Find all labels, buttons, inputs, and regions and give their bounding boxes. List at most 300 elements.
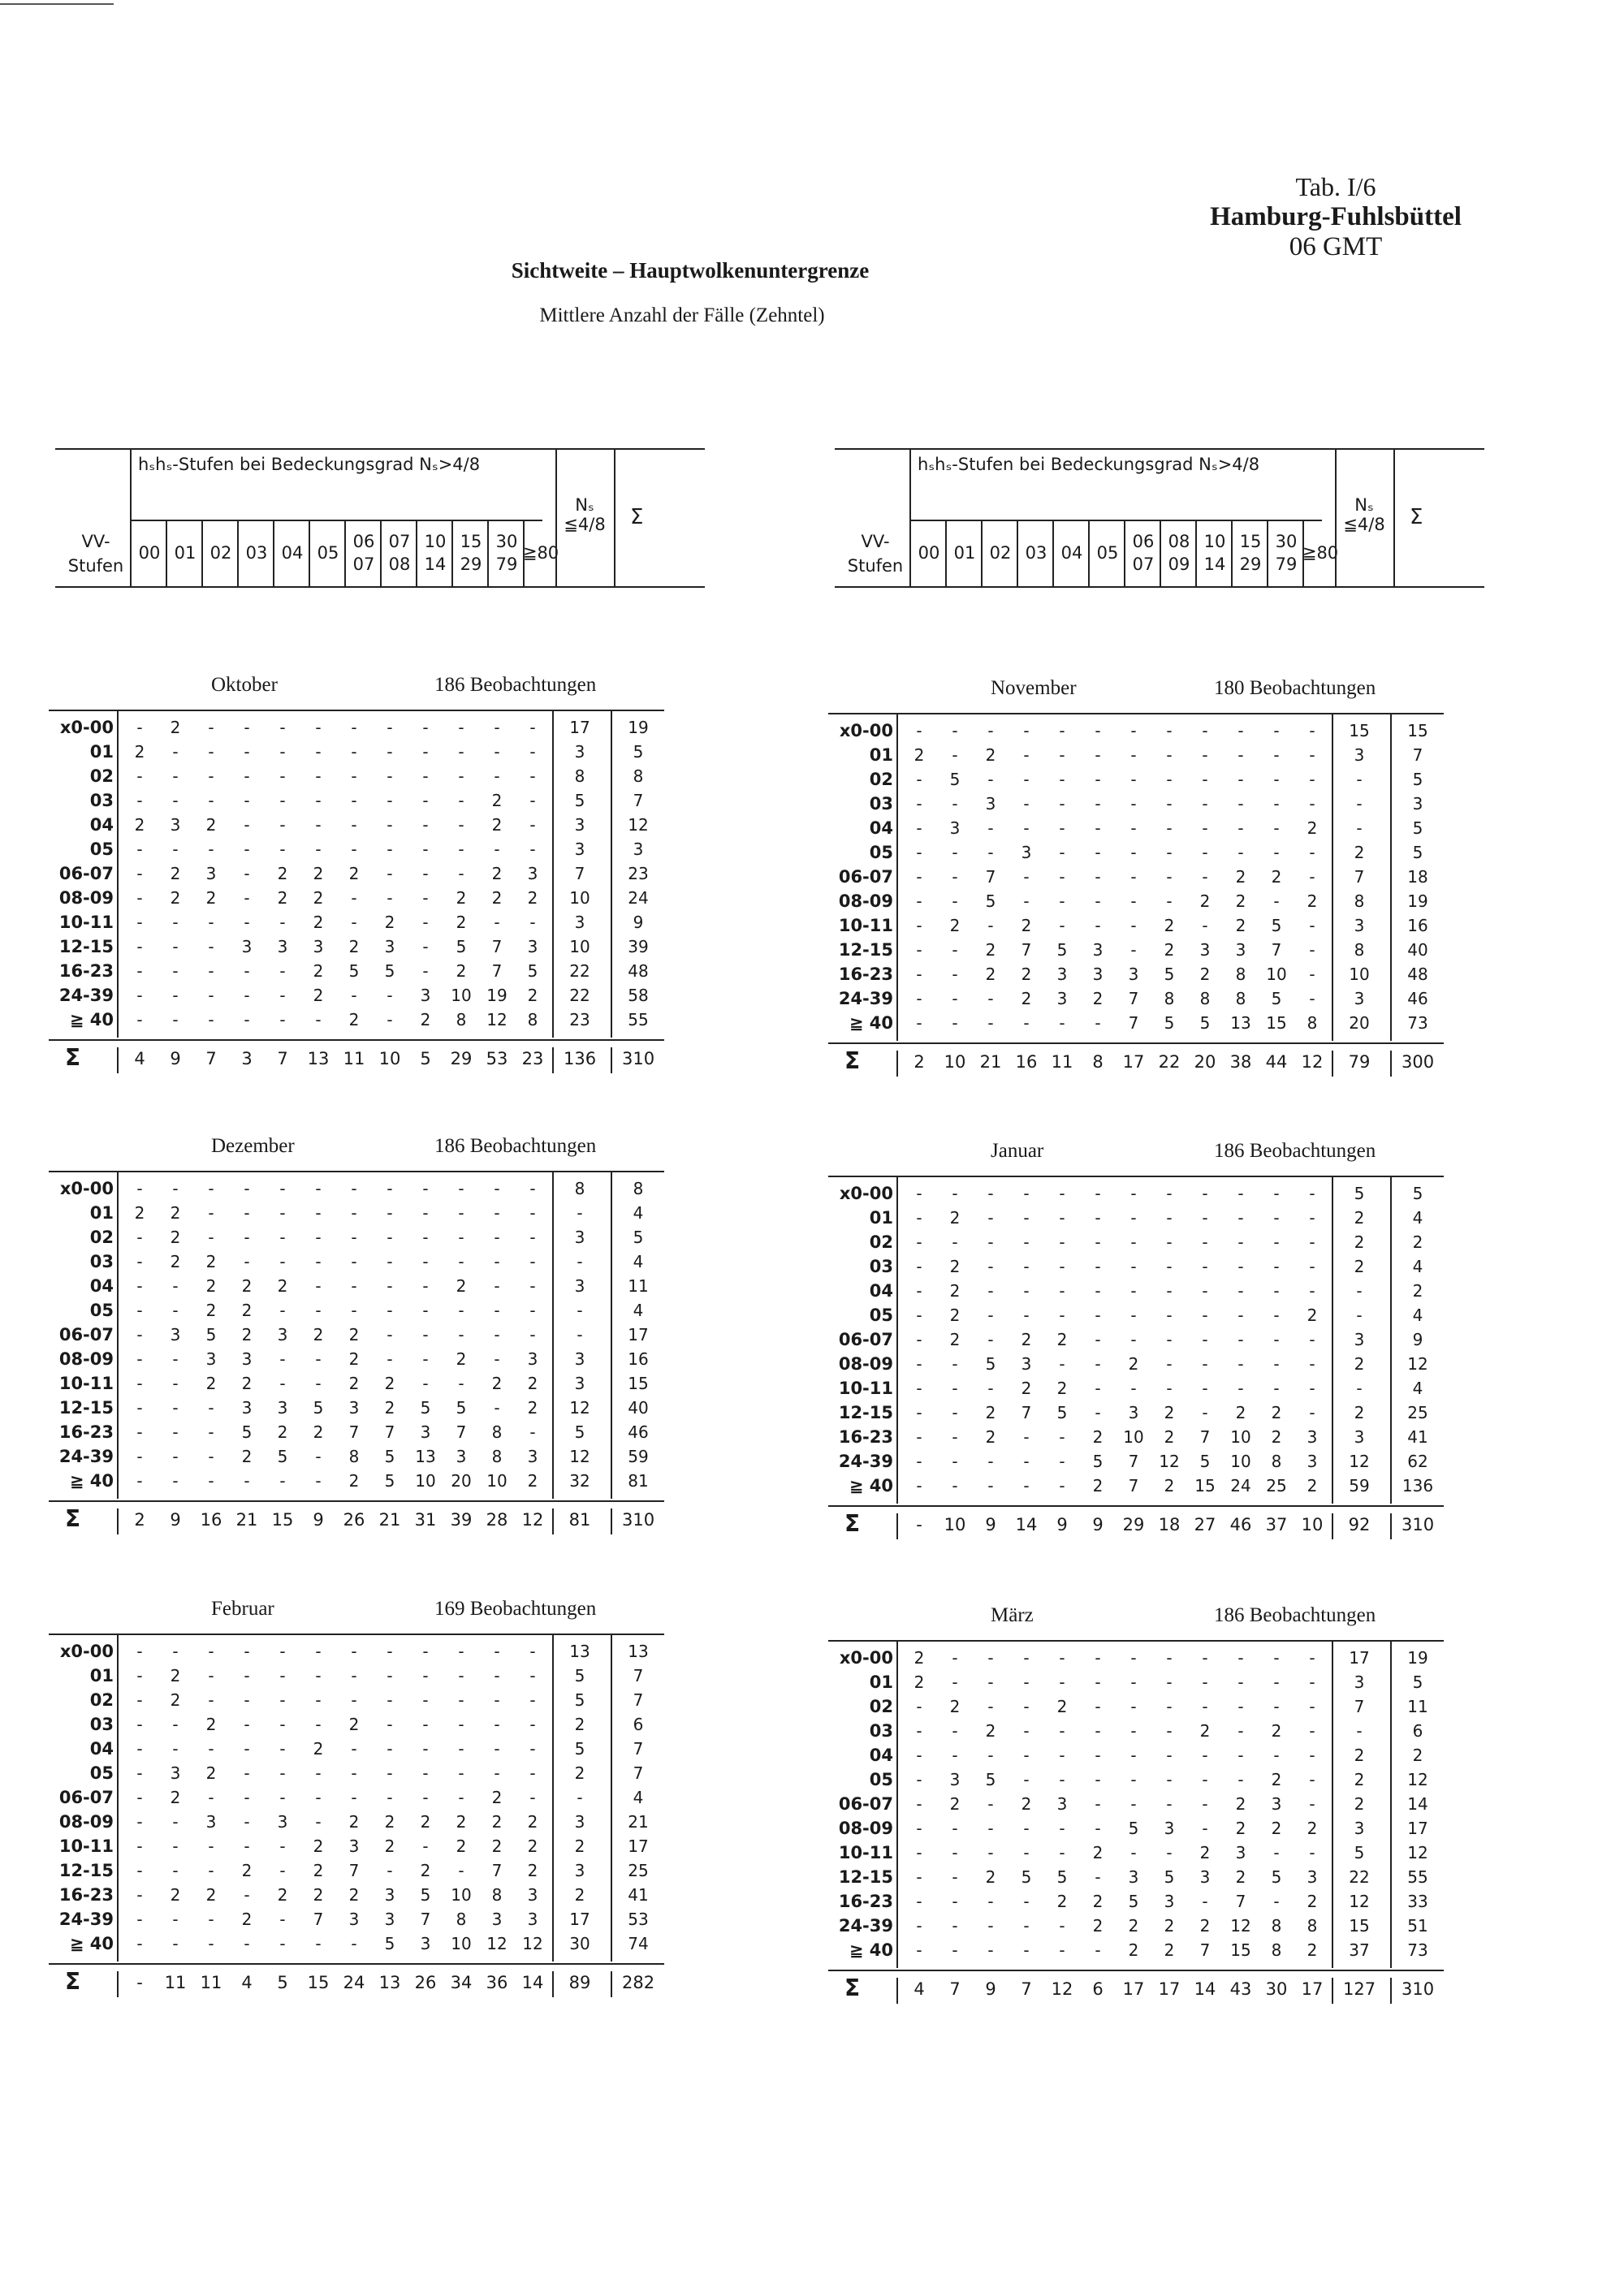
- table-cell: 3: [1021, 1354, 1032, 1374]
- table-cell: 2: [1092, 1916, 1104, 1936]
- table-cell: 2: [1056, 1892, 1068, 1911]
- table-cell: -: [172, 1934, 179, 1953]
- table-cell: -: [387, 1690, 393, 1710]
- table-cell: 15: [1349, 721, 1370, 740]
- sum-cell: 17: [1122, 1979, 1145, 1999]
- table-cell: 41: [1407, 1427, 1428, 1447]
- range-from: 06: [1132, 532, 1155, 551]
- table-cell: -: [1202, 1330, 1208, 1349]
- table-cell: 3: [527, 1910, 538, 1929]
- row-label: 05: [869, 843, 893, 862]
- table-cell: 3: [527, 1349, 538, 1369]
- table-cell: 8: [527, 1010, 538, 1029]
- table-cell: 3: [1354, 1427, 1365, 1447]
- table-cell: -: [1309, 1697, 1315, 1716]
- table-cell: -: [244, 888, 250, 908]
- table-cell: 7: [1354, 867, 1365, 887]
- row-label: 10-11: [838, 916, 893, 935]
- table-cell: -: [529, 1252, 536, 1271]
- table-cell: -: [279, 1471, 286, 1491]
- table-cell: -: [1202, 1354, 1208, 1374]
- table-cell: -: [422, 718, 429, 737]
- row-label: 01: [869, 1672, 893, 1692]
- table-cell: -: [987, 1281, 994, 1301]
- table-row: [49, 815, 715, 839]
- table-cell: 3: [1199, 1867, 1211, 1887]
- range-to: 14: [424, 555, 447, 574]
- table-cell: -: [529, 1422, 536, 1442]
- table-cell: 2: [205, 1301, 217, 1320]
- table-cell: -: [279, 1910, 286, 1929]
- table-cell: 2: [277, 1422, 288, 1442]
- table-cell: -: [1130, 1843, 1137, 1862]
- table-cell: -: [315, 1690, 322, 1710]
- sum-cell: 5: [277, 1973, 288, 1992]
- table-cell: 5: [985, 891, 996, 911]
- month-top-rule: [828, 1640, 1444, 1642]
- table-cell: -: [172, 1179, 179, 1198]
- table-cell: 2: [170, 1252, 181, 1271]
- month-heading: [828, 677, 1494, 703]
- month-bottom-rule: [49, 1039, 664, 1041]
- table-row: [828, 1013, 1494, 1038]
- table-cell: -: [1273, 1648, 1280, 1668]
- table-cell: 2: [491, 1374, 503, 1393]
- table-cell: -: [494, 1739, 500, 1759]
- table-cell: 62: [1407, 1452, 1428, 1471]
- table-cell: 2: [1056, 1330, 1068, 1349]
- column-head-5: [309, 520, 346, 586]
- table-cell: -: [952, 1354, 958, 1374]
- table-cell: 3: [348, 1836, 360, 1856]
- table-cell: -: [529, 815, 536, 835]
- table-cell: 2: [134, 1203, 145, 1223]
- sum-cell: 29: [1122, 1515, 1145, 1534]
- column-head-8: [1195, 520, 1233, 586]
- table-cell: 12: [1407, 1843, 1428, 1862]
- table-cell: -: [279, 1666, 286, 1685]
- table-cell: 25: [628, 1861, 649, 1880]
- table-cell: -: [1095, 1819, 1101, 1838]
- table-cell: -: [172, 1422, 179, 1442]
- table-cell: -: [1023, 721, 1030, 740]
- table-cell: 12: [522, 1934, 543, 1953]
- table-cell: 2: [1271, 1427, 1282, 1447]
- table-cell: 2: [241, 1301, 253, 1320]
- table-cell: -: [136, 1666, 143, 1685]
- table-cell: -: [1023, 1013, 1030, 1033]
- table-cell: -: [1237, 721, 1244, 740]
- table-cell: -: [387, 1301, 393, 1320]
- table-cell: -: [1059, 818, 1065, 838]
- sum-cell: 21: [235, 1510, 258, 1530]
- table-cell: -: [136, 1447, 143, 1466]
- table-cell: -: [136, 1812, 143, 1832]
- table-cell: -: [529, 742, 536, 762]
- sum-column-border: [614, 448, 615, 588]
- table-cell: -: [952, 843, 958, 862]
- table-cell: 2: [574, 1715, 585, 1734]
- table-cell: 6: [1412, 1721, 1423, 1741]
- table-cell: 9: [633, 913, 644, 932]
- table-cell: 2: [491, 864, 503, 883]
- table-row: [49, 1398, 715, 1422]
- table-cell: 2: [313, 1885, 324, 1905]
- table-cell: -: [916, 1427, 922, 1447]
- table-cell: -: [987, 1330, 994, 1349]
- table-cell: -: [916, 1819, 922, 1838]
- range-from: 07: [388, 532, 411, 551]
- table-cell: -: [1095, 1013, 1101, 1033]
- table-cell: -: [1309, 1379, 1315, 1398]
- table-cell: -: [458, 839, 464, 859]
- table-cell: 10: [1230, 1452, 1251, 1471]
- table-cell: -: [1166, 1208, 1173, 1228]
- table-row: [828, 721, 1494, 745]
- table-cell: -: [1166, 1697, 1173, 1716]
- table-cell: 10: [1349, 965, 1370, 984]
- table-cell: -: [387, 1349, 393, 1369]
- table-cell: 2: [1164, 1476, 1175, 1495]
- table-cell: 8: [456, 1910, 467, 1929]
- sum-cell: 300: [1402, 1052, 1435, 1072]
- table-cell: -: [458, 1715, 464, 1734]
- row-label: 12-15: [58, 937, 114, 956]
- table-cell: 2: [313, 1739, 324, 1759]
- table-cell: -: [916, 770, 922, 789]
- table-cell: -: [136, 1349, 143, 1369]
- observation-count: 186 Beobachtungen: [434, 1135, 597, 1157]
- table-cell: -: [1309, 1208, 1315, 1228]
- table-cell: -: [1130, 940, 1137, 960]
- table-cell: -: [208, 1861, 214, 1880]
- table-cell: 2: [1199, 965, 1211, 984]
- table-cell: -: [1202, 1379, 1208, 1398]
- table-cell: -: [387, 718, 393, 737]
- table-cell: -: [529, 1690, 536, 1710]
- table-cell: 2: [277, 864, 288, 883]
- table-cell: 2: [1271, 1721, 1282, 1741]
- table-row: [49, 1422, 715, 1447]
- table-cell: -: [916, 1013, 922, 1033]
- row-label: 08-09: [838, 1819, 893, 1838]
- table-cell: 2: [1354, 1208, 1365, 1228]
- table-cell: 4: [1412, 1208, 1423, 1228]
- table-cell: 2: [949, 1330, 961, 1349]
- table-cell: -: [1166, 867, 1173, 887]
- table-cell: 3: [1199, 940, 1211, 960]
- table-cell: -: [315, 1252, 322, 1271]
- table-row: [828, 1916, 1494, 1940]
- sum-cell: 15: [307, 1973, 330, 1992]
- table-cell: -: [458, 864, 464, 883]
- table-cell: -: [1130, 818, 1137, 838]
- table-cell: 2: [241, 1910, 253, 1929]
- table-cell: 2: [420, 1812, 431, 1832]
- table-cell: -: [577, 1252, 583, 1271]
- table-cell: 2: [456, 888, 467, 908]
- table-row: [49, 1934, 715, 1958]
- table-cell: 33: [1407, 1892, 1428, 1911]
- table-cell: 3: [170, 1763, 181, 1783]
- table-cell: -: [916, 1379, 922, 1398]
- table-cell: 2: [1164, 1403, 1175, 1422]
- sum-cell: 310: [1402, 1979, 1435, 1999]
- table-cell: -: [136, 1325, 143, 1344]
- table-cell: -: [208, 1422, 214, 1442]
- table-cell: -: [1309, 1843, 1315, 1862]
- table-cell: -: [916, 1721, 922, 1741]
- table-cell: 8: [574, 1179, 585, 1198]
- table-cell: -: [952, 1819, 958, 1838]
- table-cell: -: [1095, 1208, 1101, 1228]
- table-cell: -: [952, 867, 958, 887]
- table-cell: -: [351, 766, 357, 786]
- table-cell: -: [1023, 1427, 1030, 1447]
- row-label: 16-23: [58, 1885, 114, 1905]
- table-cell: 10: [451, 1934, 472, 1953]
- table-cell: -: [1095, 1306, 1101, 1325]
- table-row: [828, 1648, 1494, 1672]
- table-cell: 10: [1266, 965, 1287, 984]
- table-cell: -: [1095, 1697, 1101, 1716]
- table-cell: -: [1023, 1208, 1030, 1228]
- table-cell: -: [1130, 1770, 1137, 1789]
- table-cell: -: [1059, 1257, 1065, 1276]
- table-cell: 4: [633, 1252, 644, 1271]
- table-row: [49, 742, 715, 766]
- table-cell: 3: [1056, 1794, 1068, 1814]
- month-bottom-rule: [49, 1500, 664, 1502]
- table-cell: -: [136, 791, 143, 810]
- table-cell: -: [1309, 1672, 1315, 1692]
- vv-label-line1: VV-: [81, 532, 110, 551]
- table-row: [828, 843, 1494, 867]
- table-cell: -: [529, 1228, 536, 1247]
- table-cell: 8: [491, 1422, 503, 1442]
- table-cell: -: [1095, 916, 1101, 935]
- row-label: 24-39: [838, 1452, 893, 1471]
- column-head-8: [416, 520, 453, 586]
- table-cell: -: [279, 1861, 286, 1880]
- table-cell: -: [494, 1276, 500, 1296]
- table-cell: 2: [1235, 1403, 1246, 1422]
- column-head-4: [1052, 520, 1090, 586]
- table-cell: 2: [1307, 1940, 1318, 1960]
- table-cell: -: [244, 815, 250, 835]
- sum-cell: 31: [414, 1510, 437, 1530]
- table-cell: -: [952, 1379, 958, 1398]
- table-cell: -: [136, 1228, 143, 1247]
- table-cell: 2: [527, 1861, 538, 1880]
- table-cell: -: [279, 1203, 286, 1223]
- sum-row-label: Σ: [844, 1510, 861, 1537]
- table-cell: -: [136, 1179, 143, 1198]
- table-cell: -: [1059, 916, 1065, 935]
- row-label: 03: [869, 1257, 893, 1276]
- table-cell: -: [208, 1447, 214, 1466]
- observation-count: 186 Beobachtungen: [1214, 1140, 1376, 1162]
- table-cell: 7: [491, 1861, 503, 1880]
- table-cell: -: [1095, 1770, 1101, 1789]
- sum-cell: 89: [568, 1973, 591, 1992]
- column-head-label: ≧80: [1302, 543, 1339, 563]
- month-name: Februar: [211, 1598, 274, 1620]
- table-row: [49, 937, 715, 961]
- table-cell: -: [529, 1203, 536, 1223]
- table-cell: -: [1202, 843, 1208, 862]
- table-cell: 3: [205, 1812, 217, 1832]
- table-cell: -: [208, 1788, 214, 1807]
- row-label: 10-11: [838, 1843, 893, 1862]
- table-cell: 7: [1128, 1013, 1139, 1033]
- table-cell: 20: [1349, 1013, 1370, 1033]
- table-cell: -: [1202, 867, 1208, 887]
- table-cell: 5: [277, 1447, 288, 1466]
- table-cell: 2: [1307, 1476, 1318, 1495]
- table-cell: 7: [633, 1739, 644, 1759]
- table-cell: -: [1059, 770, 1065, 789]
- table-cell: -: [1166, 1648, 1173, 1668]
- table-cell: -: [494, 1228, 500, 1247]
- table-cell: 25: [1266, 1476, 1287, 1495]
- table-cell: 5: [1056, 1867, 1068, 1887]
- table-cell: -: [952, 1867, 958, 1887]
- table-cell: -: [1023, 1940, 1030, 1960]
- table-cell: -: [1059, 891, 1065, 911]
- table-cell: 3: [1128, 965, 1139, 984]
- sum-cell: 26: [343, 1510, 365, 1530]
- table-cell: -: [916, 1770, 922, 1789]
- vv-label-line2: Stufen: [67, 556, 124, 576]
- table-cell: -: [1166, 1281, 1173, 1301]
- table-cell: -: [244, 961, 250, 981]
- table-cell: -: [208, 937, 214, 956]
- table-cell: -: [136, 766, 143, 786]
- column-head-label: 04: [1060, 543, 1083, 563]
- table-cell: -: [172, 1276, 179, 1296]
- sum-cell: 16: [1015, 1052, 1038, 1072]
- table-cell: 2: [1021, 1330, 1032, 1349]
- column-head-range: [353, 530, 375, 576]
- table-cell: -: [952, 1648, 958, 1668]
- table-cell: 5: [1271, 989, 1282, 1008]
- table-cell: -: [208, 791, 214, 810]
- table-cell: 3: [420, 1934, 431, 1953]
- table-cell: 7: [633, 791, 644, 810]
- table-cell: -: [1059, 794, 1065, 814]
- vv-label-line2: Stufen: [847, 556, 904, 576]
- column-head-label: 04: [281, 543, 304, 563]
- range-to: 14: [1203, 555, 1226, 574]
- table-cell: -: [422, 1325, 429, 1344]
- table-cell: 3: [574, 1812, 585, 1832]
- table-cell: 8: [1354, 891, 1365, 911]
- table-cell: -: [494, 913, 500, 932]
- table-row: [828, 1867, 1494, 1892]
- table-cell: -: [422, 766, 429, 786]
- table-cell: -: [208, 1934, 214, 1953]
- table-cell: 2: [170, 718, 181, 737]
- table-cell: -: [1202, 1697, 1208, 1716]
- table-cell: -: [244, 766, 250, 786]
- table-cell: 5: [384, 1471, 395, 1491]
- table-cell: -: [172, 766, 179, 786]
- table-cell: -: [1273, 843, 1280, 862]
- row-label: 06-07: [58, 1788, 114, 1807]
- sum-cell: 11: [200, 1973, 222, 1992]
- table-cell: -: [208, 1471, 214, 1491]
- table-cell: 3: [633, 839, 644, 859]
- table-cell: 10: [1123, 1427, 1144, 1447]
- page-title: Sichtweite – Hauptwolkenuntergrenze: [511, 258, 870, 283]
- table-cell: -: [987, 770, 994, 789]
- table-cell: 7: [384, 1422, 395, 1442]
- table-cell: -: [987, 989, 994, 1008]
- table-cell: -: [244, 864, 250, 883]
- table-cell: -: [1095, 1867, 1101, 1887]
- table-cell: 2: [348, 1374, 360, 1393]
- table-row: [49, 1812, 715, 1836]
- table-cell: -: [136, 913, 143, 932]
- station-name: Hamburg-Fuhlsbüttel: [1210, 202, 1462, 231]
- sum-cell: 12: [1301, 1052, 1324, 1072]
- table-cell: -: [1356, 1721, 1363, 1741]
- sum-cell: 53: [486, 1049, 508, 1068]
- table-cell: -: [1130, 1330, 1137, 1349]
- table-row: [828, 1843, 1494, 1867]
- sum-row-divider: [117, 1971, 119, 1997]
- table-cell: 5: [574, 791, 585, 810]
- table-cell: -: [136, 1252, 143, 1271]
- month-top-rule: [828, 713, 1444, 714]
- table-cell: 12: [486, 1010, 508, 1029]
- table-cell: -: [136, 1471, 143, 1491]
- table-cell: -: [244, 1471, 250, 1491]
- table-cell: -: [1309, 1184, 1315, 1203]
- table-cell: 2: [949, 916, 961, 935]
- sum-cell: 28: [486, 1510, 508, 1530]
- table-cell: -: [136, 718, 143, 737]
- table-cell: 3: [1235, 940, 1246, 960]
- table-cell: -: [458, 718, 464, 737]
- table-cell: 2: [384, 913, 395, 932]
- row-label: 02: [869, 1697, 893, 1716]
- table-cell: 8: [491, 1885, 503, 1905]
- table-cell: -: [1059, 1648, 1065, 1668]
- table-cell: -: [952, 1892, 958, 1911]
- table-cell: -: [136, 1836, 143, 1856]
- table-cell: -: [494, 1763, 500, 1783]
- month-heading: [49, 1135, 715, 1161]
- table-cell: 3: [420, 1422, 431, 1442]
- vv-label-line1: VV-: [861, 532, 890, 551]
- table-cell: -: [987, 1794, 994, 1814]
- table-cell: -: [1059, 1476, 1065, 1495]
- table-cell: 3: [1128, 1403, 1139, 1422]
- row-label: 24-39: [58, 986, 114, 1005]
- row-label: 05: [869, 1306, 893, 1325]
- table-cell: -: [1023, 1697, 1030, 1716]
- table-cell: -: [387, 1739, 393, 1759]
- table-cell: -: [244, 791, 250, 810]
- table-cell: 3: [1354, 1330, 1365, 1349]
- row-label: 08-09: [58, 888, 114, 908]
- table-cell: 10: [415, 1471, 436, 1491]
- table-cell: -: [387, 742, 393, 762]
- table-cell: -: [916, 1330, 922, 1349]
- sum-cell: 9: [1056, 1515, 1068, 1534]
